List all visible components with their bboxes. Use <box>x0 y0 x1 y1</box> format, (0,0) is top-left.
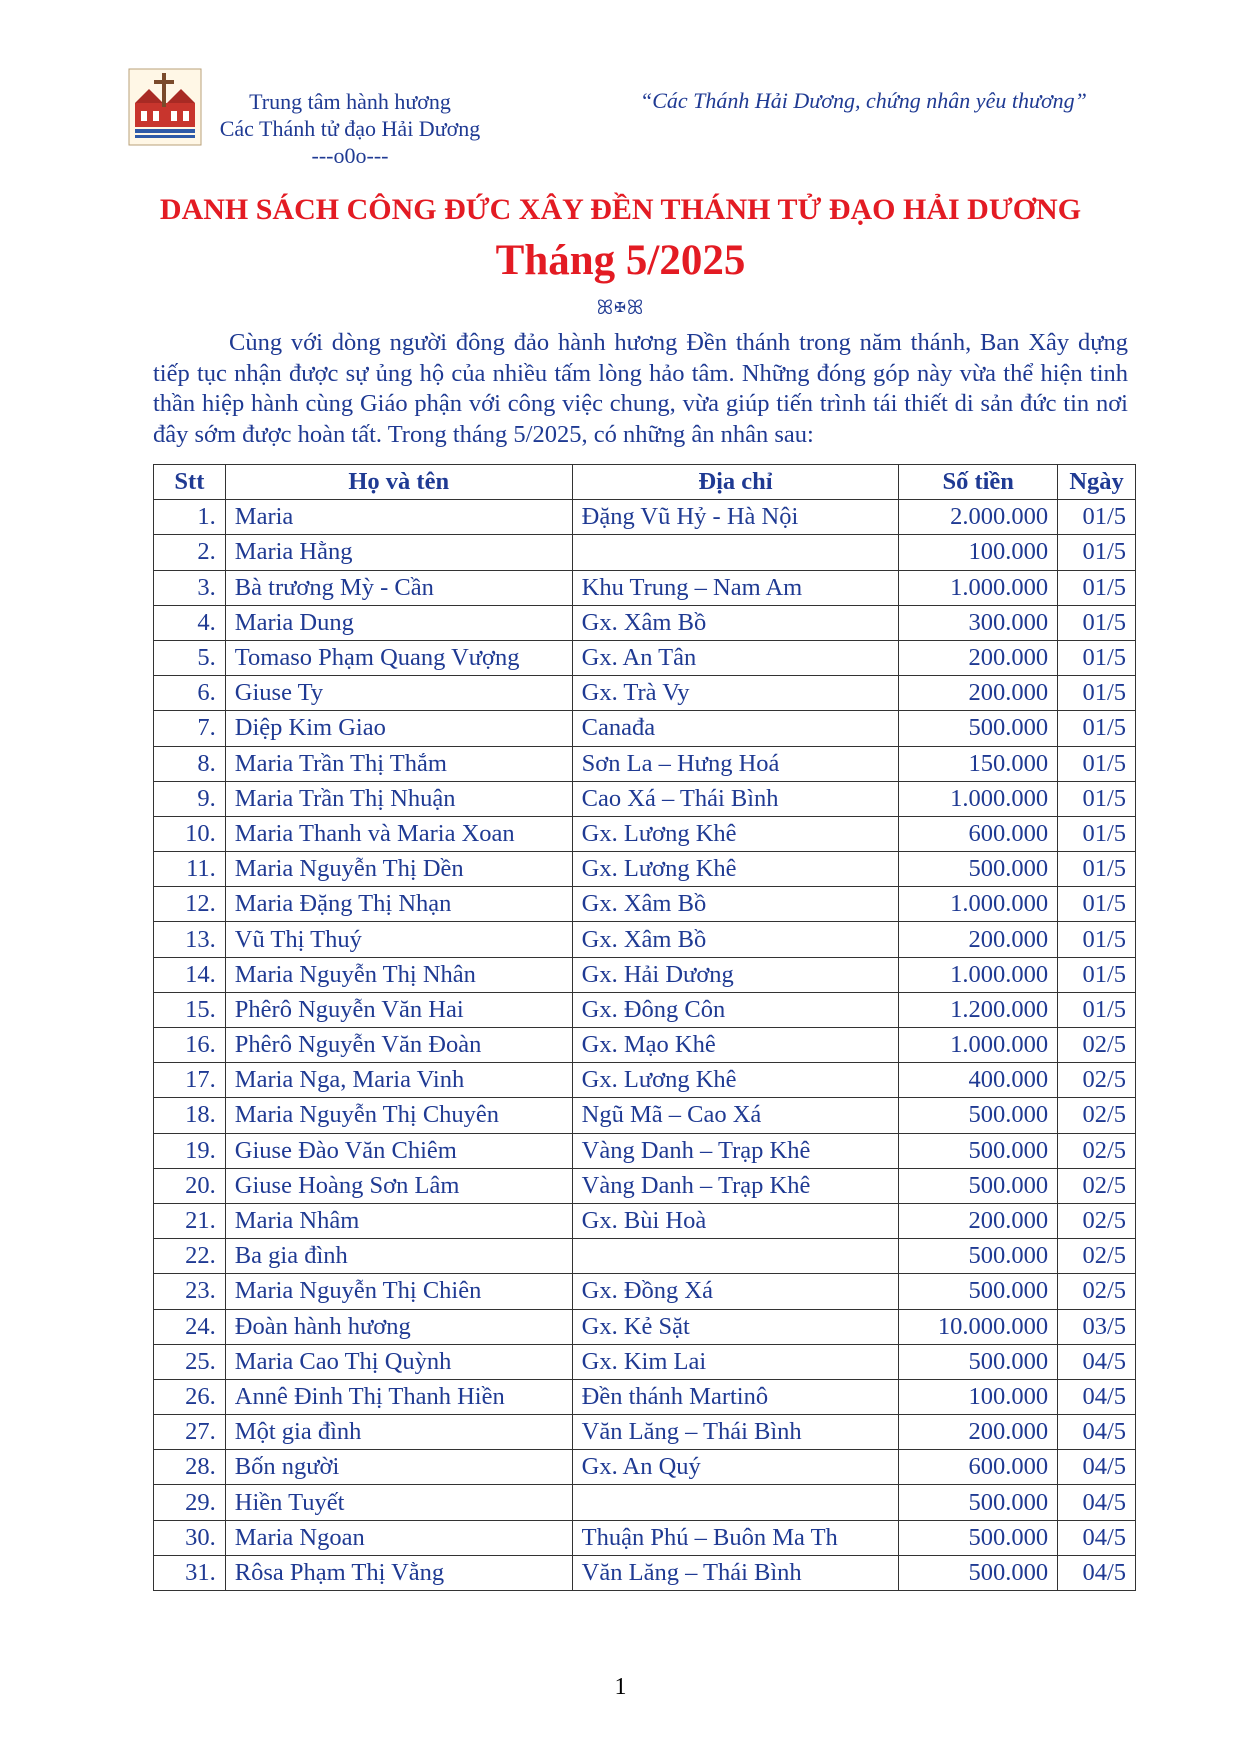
row-date: 01/5 <box>1058 500 1136 535</box>
row-amount: 500.000 <box>899 1485 1058 1520</box>
row-address: Thuận Phú – Buôn Ma Th <box>572 1520 899 1555</box>
row-date: 03/5 <box>1058 1309 1136 1344</box>
row-amount: 200.000 <box>899 1415 1058 1450</box>
row-address: Cao Xá – Thái Bình <box>572 781 899 816</box>
row-stt: 16. <box>154 1028 226 1063</box>
row-name: Maria Nga, Maria Vinh <box>225 1063 572 1098</box>
page-number: 1 <box>614 1674 627 1700</box>
row-stt: 9. <box>154 781 226 816</box>
motto: “Các Thánh Hải Dương, chứng nhân yêu thương” <box>640 88 1087 113</box>
row-name: Giuse Ty <box>225 676 572 711</box>
row-amount: 600.000 <box>899 1450 1058 1485</box>
row-stt: 8. <box>154 746 226 781</box>
table-row <box>154 1485 1136 1520</box>
row-address: Văn Lăng – Thái Bình <box>572 1415 899 1450</box>
row-name: Maria Nguyễn Thị Chuyên <box>225 1098 572 1133</box>
table-row <box>154 605 1136 640</box>
header-address: Địa chỉ <box>572 465 899 500</box>
table-row <box>154 922 1136 957</box>
row-date: 02/5 <box>1058 1168 1136 1203</box>
row-name: Rôsa Phạm Thị Vằng <box>225 1555 572 1590</box>
row-name: Maria <box>225 500 572 535</box>
row-amount: 500.000 <box>899 1168 1058 1203</box>
table-header-row <box>154 465 1136 500</box>
row-name: Ba gia đình <box>225 1239 572 1274</box>
table-row <box>154 500 1136 535</box>
row-date: 04/5 <box>1058 1555 1136 1590</box>
row-date: 01/5 <box>1058 781 1136 816</box>
row-amount: 500.000 <box>899 852 1058 887</box>
row-amount: 500.000 <box>899 711 1058 746</box>
row-stt: 21. <box>154 1203 226 1238</box>
row-address: Vàng Danh – Trạp Khê <box>572 1133 899 1168</box>
row-address: Gx. Hải Dương <box>572 957 899 992</box>
row-address: Khu Trung – Nam Am <box>572 570 899 605</box>
row-address: Vàng Danh – Trạp Khê <box>572 1168 899 1203</box>
row-address <box>572 1485 899 1520</box>
row-address: Gx. Xâm Bồ <box>572 922 899 957</box>
row-address: Gx. Đồng Xá <box>572 1274 899 1309</box>
row-address: Gx. Đông Côn <box>572 992 899 1027</box>
row-name: Một gia đình <box>225 1415 572 1450</box>
row-amount: 150.000 <box>899 746 1058 781</box>
row-name: Maria Thanh và Maria Xoan <box>225 816 572 851</box>
donor-table <box>153 464 1136 1591</box>
row-name: Bốn người <box>225 1450 572 1485</box>
row-amount: 1.000.000 <box>899 957 1058 992</box>
row-amount: 300.000 <box>899 605 1058 640</box>
row-amount: 1.000.000 <box>899 887 1058 922</box>
row-stt: 31. <box>154 1555 226 1590</box>
table-row <box>154 1239 1136 1274</box>
row-date: 04/5 <box>1058 1485 1136 1520</box>
row-date: 01/5 <box>1058 957 1136 992</box>
org-line-1: Trung tâm hành hương <box>249 89 451 114</box>
table-row <box>154 1309 1136 1344</box>
row-date: 04/5 <box>1058 1379 1136 1414</box>
organization-name <box>200 88 500 169</box>
row-amount: 200.000 <box>899 1203 1058 1238</box>
row-name: Giuse Đào Văn Chiêm <box>225 1133 572 1168</box>
row-address: Ngũ Mã – Cao Xá <box>572 1098 899 1133</box>
row-address: Gx. Kim Lai <box>572 1344 899 1379</box>
row-stt: 12. <box>154 887 226 922</box>
intro-paragraph: Cùng với dòng người đông đảo hành hương Đền thánh trong năm thánh, Ban Xây dựng tiếp tục nhận được sự ủng hộ của nhiều tấm lòng hảo tâm. Những đóng góp này vừa thể hiện tinh thần hiệp hành cùng Giáo phận với công việc chung, vừa giúp tiến trình tái thiết di sản đức tin nơi đây sớm được hoàn tất. Trong tháng 5/2025, có những ân nhân sau: <box>153 329 1128 448</box>
row-date: 02/5 <box>1058 1063 1136 1098</box>
table-row <box>154 1063 1136 1098</box>
ornament-divider: ꕤ✠ꕤ <box>596 297 645 319</box>
table-row <box>154 957 1136 992</box>
row-amount: 200.000 <box>899 640 1058 675</box>
header-date: Ngày <box>1058 465 1136 500</box>
row-stt: 18. <box>154 1098 226 1133</box>
row-amount: 100.000 <box>899 535 1058 570</box>
table-row <box>154 852 1136 887</box>
row-stt: 25. <box>154 1344 226 1379</box>
row-stt: 1. <box>154 500 226 535</box>
row-name: Đoàn hành hương <box>225 1309 572 1344</box>
table-row <box>154 1520 1136 1555</box>
row-name: Hiền Tuyết <box>225 1485 572 1520</box>
row-address: Đền thánh Martinô <box>572 1379 899 1414</box>
table-row <box>154 1098 1136 1133</box>
row-date: 02/5 <box>1058 1274 1136 1309</box>
row-amount: 500.000 <box>899 1133 1058 1168</box>
row-amount: 500.000 <box>899 1274 1058 1309</box>
row-stt: 15. <box>154 992 226 1027</box>
row-stt: 20. <box>154 1168 226 1203</box>
row-stt: 26. <box>154 1379 226 1414</box>
table-row <box>154 1344 1136 1379</box>
table-row <box>154 1450 1136 1485</box>
org-line-2: Các Thánh tử đạo Hải Dương <box>219 116 481 141</box>
row-address: Văn Lăng – Thái Bình <box>572 1555 899 1590</box>
row-name: Annê Đinh Thị Thanh Hiền <box>225 1379 572 1414</box>
row-amount: 1.000.000 <box>899 781 1058 816</box>
row-date: 01/5 <box>1058 887 1136 922</box>
org-line-3: ---o0o--- <box>311 143 389 168</box>
row-name: Giuse Hoàng Sơn Lâm <box>225 1168 572 1203</box>
table-row <box>154 816 1136 851</box>
row-stt: 7. <box>154 711 226 746</box>
row-name: Maria Nguyễn Thị Dền <box>225 852 572 887</box>
row-date: 01/5 <box>1058 570 1136 605</box>
row-date: 01/5 <box>1058 640 1136 675</box>
row-date: 01/5 <box>1058 922 1136 957</box>
table-row <box>154 746 1136 781</box>
header-name: Họ và tên <box>225 465 572 500</box>
row-address: Gx. Xâm Bồ <box>572 605 899 640</box>
row-name: Maria Cao Thị Quỳnh <box>225 1344 572 1379</box>
table-row <box>154 1028 1136 1063</box>
row-address: Gx. Lương Khê <box>572 852 899 887</box>
row-address: Gx. Bùi Hoà <box>572 1203 899 1238</box>
table-row <box>154 887 1136 922</box>
row-address: Gx. An Tân <box>572 640 899 675</box>
row-amount: 100.000 <box>899 1379 1058 1414</box>
row-amount: 200.000 <box>899 676 1058 711</box>
row-address: Canađa <box>572 711 899 746</box>
table-row <box>154 1555 1136 1590</box>
row-stt: 14. <box>154 957 226 992</box>
row-amount: 2.000.000 <box>899 500 1058 535</box>
table-row <box>154 1133 1136 1168</box>
table-row <box>154 1379 1136 1414</box>
table-row <box>154 676 1136 711</box>
row-date: 01/5 <box>1058 746 1136 781</box>
row-amount: 1.000.000 <box>899 1028 1058 1063</box>
row-stt: 17. <box>154 1063 226 1098</box>
row-date: 02/5 <box>1058 1028 1136 1063</box>
row-name: Maria Dung <box>225 605 572 640</box>
row-address: Gx. Mạo Khê <box>572 1028 899 1063</box>
row-address: Gx. Lương Khê <box>572 816 899 851</box>
row-date: 01/5 <box>1058 992 1136 1027</box>
row-address: Gx. Kẻ Sặt <box>572 1309 899 1344</box>
table-row <box>154 570 1136 605</box>
row-name: Maria Trần Thị Nhuận <box>225 781 572 816</box>
row-date: 02/5 <box>1058 1239 1136 1274</box>
row-date: 02/5 <box>1058 1203 1136 1238</box>
row-date: 01/5 <box>1058 535 1136 570</box>
header-stt: Stt <box>154 465 226 500</box>
row-address: Đặng Vũ Hỷ - Hà Nội <box>572 500 899 535</box>
row-stt: 5. <box>154 640 226 675</box>
row-name: Maria Trần Thị Thắm <box>225 746 572 781</box>
table-row <box>154 781 1136 816</box>
row-stt: 2. <box>154 535 226 570</box>
row-stt: 29. <box>154 1485 226 1520</box>
row-date: 01/5 <box>1058 711 1136 746</box>
row-stt: 4. <box>154 605 226 640</box>
row-name: Maria Hằng <box>225 535 572 570</box>
row-name: Vũ Thị Thuý <box>225 922 572 957</box>
row-date: 04/5 <box>1058 1520 1136 1555</box>
row-stt: 6. <box>154 676 226 711</box>
row-name: Maria Ngoan <box>225 1520 572 1555</box>
table-row <box>154 535 1136 570</box>
row-address: Gx. Lương Khê <box>572 1063 899 1098</box>
table-row <box>154 711 1136 746</box>
document-title: DANH SÁCH CÔNG ĐỨC XÂY ĐỀN THÁNH TỬ ĐẠO HẢI DƯƠNG <box>159 193 1082 226</box>
row-date: 04/5 <box>1058 1344 1136 1379</box>
row-address <box>572 1239 899 1274</box>
table-row <box>154 992 1136 1027</box>
row-stt: 22. <box>154 1239 226 1274</box>
row-address: Gx. Trà Vy <box>572 676 899 711</box>
row-date: 01/5 <box>1058 605 1136 640</box>
row-date: 02/5 <box>1058 1133 1136 1168</box>
row-name: Diệp Kim Giao <box>225 711 572 746</box>
row-name: Phêrô Nguyễn Văn Đoàn <box>225 1028 572 1063</box>
row-date: 01/5 <box>1058 816 1136 851</box>
row-name: Phêrô Nguyễn Văn Hai <box>225 992 572 1027</box>
row-date: 01/5 <box>1058 852 1136 887</box>
row-address: Gx. Xâm Bồ <box>572 887 899 922</box>
table-row <box>154 640 1136 675</box>
row-amount: 1.000.000 <box>899 570 1058 605</box>
row-amount: 1.200.000 <box>899 992 1058 1027</box>
row-stt: 30. <box>154 1520 226 1555</box>
row-amount: 400.000 <box>899 1063 1058 1098</box>
row-date: 04/5 <box>1058 1415 1136 1450</box>
table-row <box>154 1415 1136 1450</box>
shrine-logo <box>127 67 203 147</box>
row-stt: 19. <box>154 1133 226 1168</box>
row-stt: 27. <box>154 1415 226 1450</box>
row-amount: 200.000 <box>899 922 1058 957</box>
table-row <box>154 1203 1136 1238</box>
table-row <box>154 1168 1136 1203</box>
row-name: Maria Nhâm <box>225 1203 572 1238</box>
row-date: 01/5 <box>1058 676 1136 711</box>
row-amount: 500.000 <box>899 1520 1058 1555</box>
row-address: Sơn La – Hưng Hoá <box>572 746 899 781</box>
row-amount: 600.000 <box>899 816 1058 851</box>
row-stt: 23. <box>154 1274 226 1309</box>
row-amount: 10.000.000 <box>899 1309 1058 1344</box>
row-stt: 24. <box>154 1309 226 1344</box>
table-row <box>154 1274 1136 1309</box>
document-month: Tháng 5/2025 <box>495 237 746 284</box>
row-stt: 28. <box>154 1450 226 1485</box>
row-date: 04/5 <box>1058 1450 1136 1485</box>
row-name: Bà trương Mỳ - Cần <box>225 570 572 605</box>
row-name: Maria Đặng Thị Nhạn <box>225 887 572 922</box>
row-date: 02/5 <box>1058 1098 1136 1133</box>
row-stt: 3. <box>154 570 226 605</box>
row-stt: 13. <box>154 922 226 957</box>
row-amount: 500.000 <box>899 1344 1058 1379</box>
row-amount: 500.000 <box>899 1239 1058 1274</box>
row-name: Maria Nguyễn Thị Chiên <box>225 1274 572 1309</box>
row-amount: 500.000 <box>899 1555 1058 1590</box>
row-address: Gx. An Quý <box>572 1450 899 1485</box>
row-address <box>572 535 899 570</box>
row-stt: 10. <box>154 816 226 851</box>
row-name: Maria Nguyễn Thị Nhân <box>225 957 572 992</box>
row-amount: 500.000 <box>899 1098 1058 1133</box>
row-stt: 11. <box>154 852 226 887</box>
header-amount: Số tiền <box>899 465 1058 500</box>
row-name: Tomaso Phạm Quang Vượng <box>225 640 572 675</box>
